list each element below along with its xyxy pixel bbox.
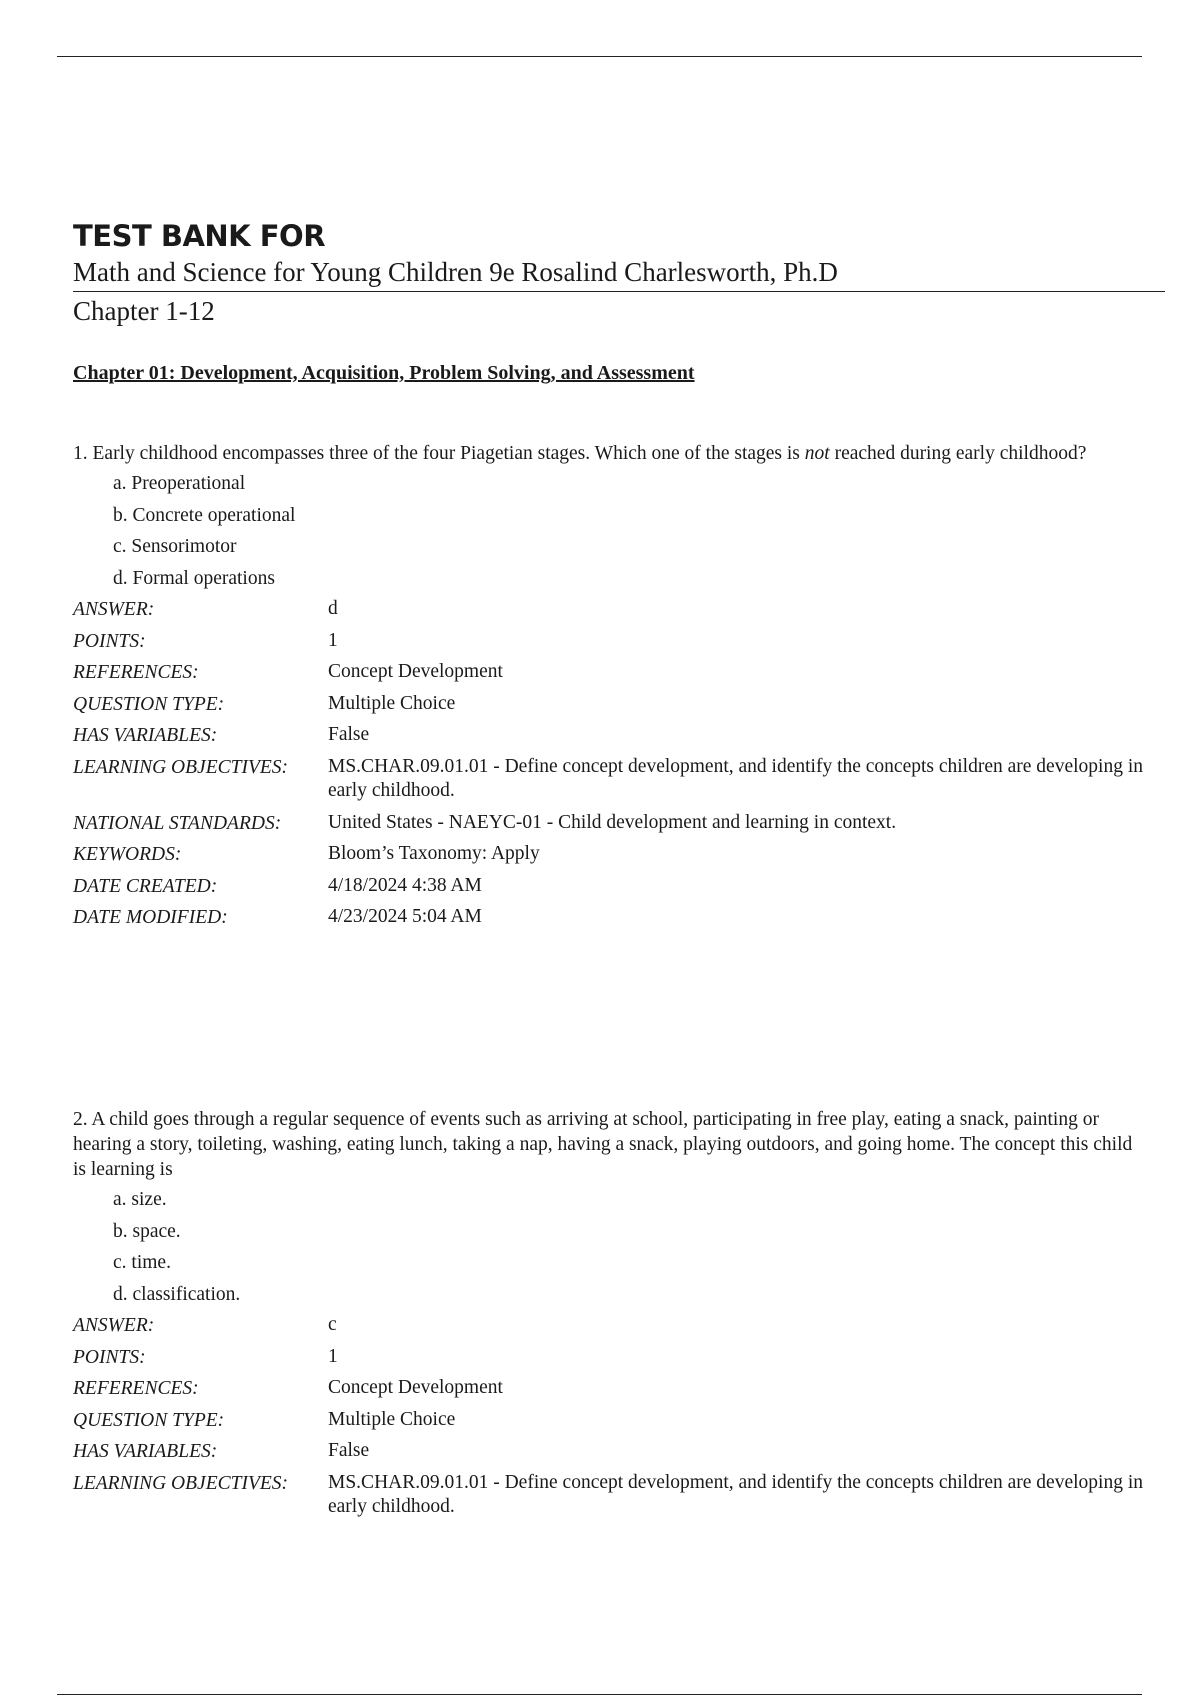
option-b: b. Concrete operational bbox=[113, 504, 296, 526]
meta-row-date-modified bbox=[73, 902, 1145, 934]
meta-row-question-type bbox=[73, 1405, 1145, 1437]
question-stem: 2. A child goes through a regular sequence of events such as arriving at school, participating in free play, eating a snack, painting or hearing a story, toileting, washing, eating lunch, taking a nap, having a snack, playing outdoors, and going home. The concept this child is learning is bbox=[73, 1109, 1133, 1180]
meta-label: ANSWER: bbox=[73, 599, 155, 620]
option-c: c. Sensorimotor bbox=[113, 536, 237, 557]
meta-label: NATIONAL STANDARDS: bbox=[73, 812, 282, 834]
meta-row-points bbox=[73, 626, 1145, 658]
answer-options bbox=[113, 468, 1145, 594]
answer-options bbox=[113, 1184, 1145, 1310]
question-type-value: Multiple Choice bbox=[328, 1408, 456, 1430]
references-value: Concept Development bbox=[328, 1377, 503, 1398]
chapter-heading: Chapter 01: Development, Acquisition, Problem Solving, and Assessment bbox=[73, 362, 695, 384]
has-variables-value: False bbox=[328, 1440, 370, 1461]
meta-label: QUESTION TYPE: bbox=[73, 1409, 225, 1431]
book-title: Math and Science for Young Children 9e Rosalind Charlesworth, Ph.D bbox=[73, 254, 1165, 292]
option-a: a. Preoperational bbox=[113, 473, 246, 494]
question-1 bbox=[73, 441, 1145, 934]
stem-emphasis: not bbox=[804, 443, 830, 464]
option-b: b. space. bbox=[113, 1220, 181, 1242]
national-standards-value: United States - NAEYC-01 - Child development and learning in context. bbox=[328, 811, 897, 833]
question-metadata bbox=[73, 1310, 1145, 1524]
header-title: TEST BANK FOR bbox=[73, 219, 326, 253]
meta-label: DATE MODIFIED: bbox=[73, 907, 228, 928]
meta-row-date-created bbox=[73, 871, 1145, 903]
meta-row-has-variables bbox=[73, 1436, 1145, 1468]
option-a: a. size. bbox=[113, 1189, 167, 1210]
meta-label: REFERENCES: bbox=[73, 662, 199, 683]
meta-row-learning-objectives bbox=[73, 1468, 1145, 1524]
date-modified-value: 4/23/2024 5:04 AM bbox=[328, 906, 482, 927]
meta-label: POINTS: bbox=[73, 630, 146, 652]
meta-label: KEYWORDS: bbox=[73, 844, 182, 865]
points-value: 1 bbox=[328, 629, 338, 651]
option-d: d. Formal operations bbox=[113, 567, 275, 589]
meta-label: LEARNING OBJECTIVES: bbox=[73, 1472, 289, 1494]
chapter-range: Chapter 1-12 bbox=[73, 296, 215, 326]
meta-row-answer bbox=[73, 594, 1145, 626]
learning-objectives-value: MS.CHAR.09.01.01 - Define concept development, and identify the concepts children are developing in early childhood. bbox=[328, 1471, 1143, 1517]
meta-row-learning-objectives bbox=[73, 752, 1145, 808]
answer-value: d bbox=[328, 598, 338, 619]
answer-value: c bbox=[328, 1314, 337, 1335]
meta-label: LEARNING OBJECTIVES: bbox=[73, 756, 289, 778]
question-2 bbox=[73, 1107, 1145, 1524]
top-rule bbox=[57, 56, 1142, 57]
points-value: 1 bbox=[328, 1345, 338, 1367]
meta-row-references bbox=[73, 1373, 1145, 1405]
meta-label: POINTS: bbox=[73, 1346, 146, 1368]
bottom-rule bbox=[57, 1694, 1142, 1695]
keywords-value: Bloom’s Taxonomy: Apply bbox=[328, 843, 540, 864]
meta-row-keywords bbox=[73, 839, 1145, 871]
question-stem: 1. Early childhood encompasses three of the four Piagetian stages. Which one of the stages is not reached during early childhood? bbox=[73, 443, 1087, 464]
meta-row-references bbox=[73, 657, 1145, 689]
option-d: d. classification. bbox=[113, 1283, 241, 1305]
meta-label: HAS VARIABLES: bbox=[73, 725, 218, 746]
meta-row-answer bbox=[73, 1310, 1145, 1342]
learning-objectives-value: MS.CHAR.09.01.01 - Define concept development, and identify the concepts children are developing in early childhood. bbox=[328, 755, 1143, 801]
meta-row-has-variables bbox=[73, 720, 1145, 752]
meta-label: REFERENCES: bbox=[73, 1378, 199, 1399]
date-created-value: 4/18/2024 4:38 AM bbox=[328, 874, 482, 896]
has-variables-value: False bbox=[328, 724, 370, 745]
meta-row-points bbox=[73, 1342, 1145, 1374]
meta-row-question-type bbox=[73, 689, 1145, 721]
option-c: c. time. bbox=[113, 1252, 171, 1273]
meta-label: DATE CREATED: bbox=[73, 875, 218, 897]
meta-label: QUESTION TYPE: bbox=[73, 693, 225, 715]
meta-row-national-standards bbox=[73, 808, 1145, 840]
meta-label: ANSWER: bbox=[73, 1315, 155, 1336]
references-value: Concept Development bbox=[328, 661, 503, 682]
document-header bbox=[73, 218, 1165, 330]
meta-label: HAS VARIABLES: bbox=[73, 1441, 218, 1462]
question-metadata bbox=[73, 594, 1145, 934]
question-type-value: Multiple Choice bbox=[328, 692, 456, 714]
